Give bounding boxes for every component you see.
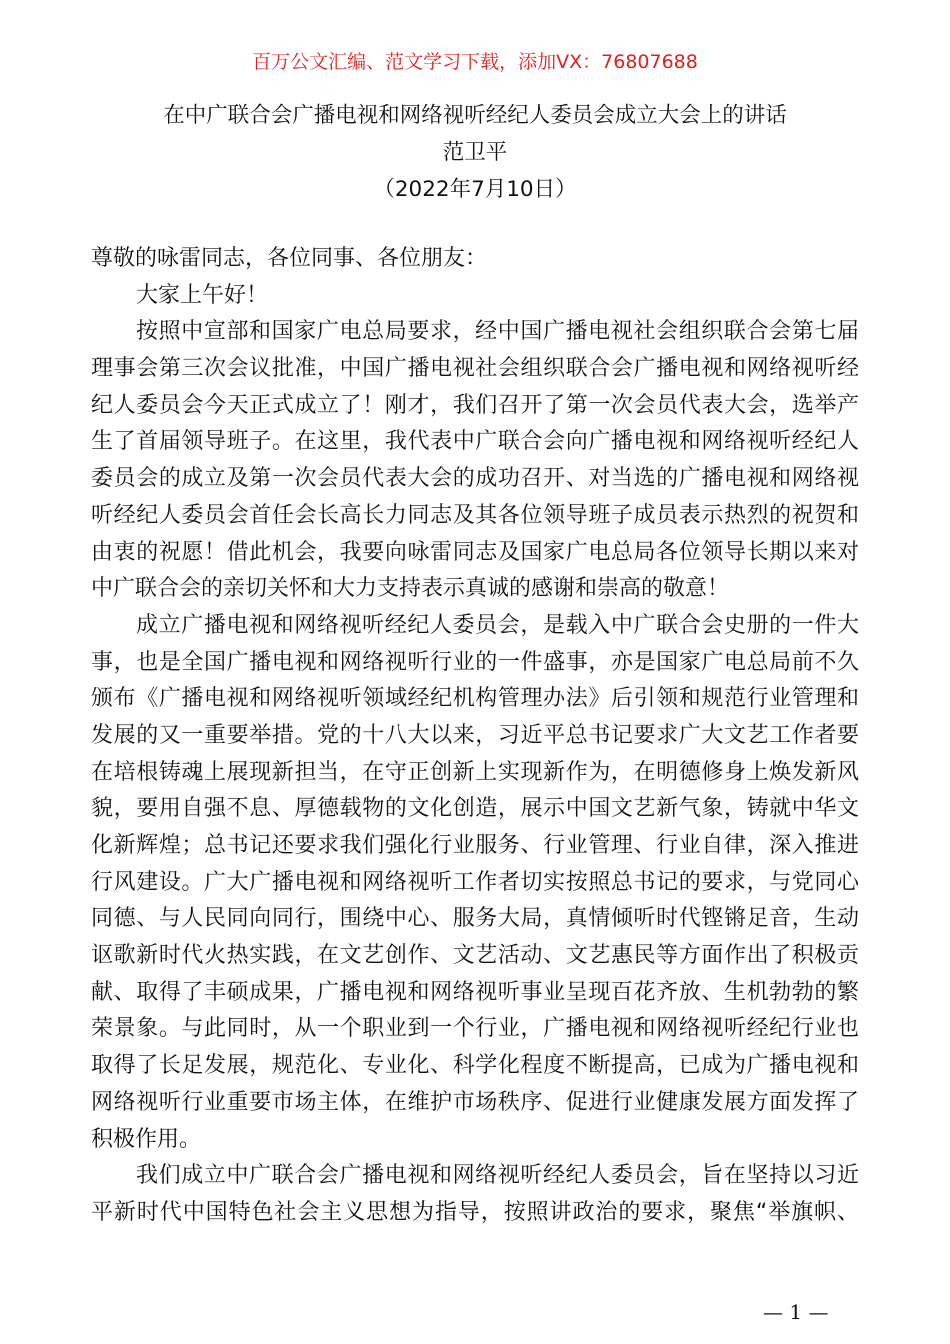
text-line: 理事会第三次会议批准，中国广播电视社会组织联合会广播电视和网络视听经 bbox=[91, 356, 859, 382]
document-author: 范卫平 bbox=[442, 140, 508, 165]
paragraph bbox=[91, 241, 859, 278]
document-body bbox=[91, 241, 859, 1232]
paragraph bbox=[91, 1158, 859, 1231]
text-line: 化新辉煌；总书记还要求我们强化行业服务、行业管理、行业自律，深入推进 bbox=[91, 833, 859, 858]
text-line: 委员会的成立及第一次会员代表大会的成功召开、对当选的广播电视和网络视 bbox=[91, 466, 859, 492]
text-line: 大家上午好！ bbox=[136, 282, 269, 308]
text-line: 成立广播电视和网络视听经纪人委员会，是载入中广联合会史册的一件大 bbox=[136, 612, 859, 638]
text-line: 荣景象。与此同时，从一个职业到一个行业，广播电视和网络视听经纪行业也 bbox=[91, 1016, 859, 1042]
text-line: 事，也是全国广播电视和网络视听行业的一件盛事，亦是国家广电总局前不久 bbox=[91, 649, 859, 675]
text-line: 颁布《广播电视和网络视听领域经纪机构管理办法》后引领和规范行业管理和 bbox=[91, 686, 859, 712]
paragraph bbox=[91, 314, 859, 608]
document-title: 在中广联合会广播电视和网络视听经纪人委员会成立大会上的讲话 bbox=[163, 103, 787, 128]
text-line: 发展的又一重要举措。党的十八大以来，习近平总书记要求广大文艺工作者要 bbox=[91, 722, 859, 748]
paragraph bbox=[91, 278, 859, 315]
paragraph bbox=[91, 608, 859, 1158]
text-line: 同德、与人民同向同行，围绕中心、服务大局，真情倾听时代铿锵足音，生动 bbox=[91, 906, 859, 932]
text-line: 讴歌新时代火热实践，在文艺创作、文艺活动、文艺惠民等方面作出了积极贡 bbox=[91, 943, 859, 969]
text-line: 貌，要用自强不息、厚德载物的文化创造，展示中国文艺新气象，铸就中华文 bbox=[91, 796, 859, 822]
text-line: 纪人委员会今天正式成立了！刚才，我们召开了第一次会员代表大会，选举产 bbox=[91, 392, 859, 418]
text-line: 在培根铸魂上展现新担当，在守正创新上实现新作为，在明德修身上焕发新风 bbox=[91, 759, 859, 785]
text-line: 平新时代中国特色社会主义思想为指导，按照讲政治的要求，聚焦“举旗帜、 bbox=[91, 1199, 859, 1225]
text-line: 取得了长足发展，规范化、专业化、科学化程度不断提高，已成为广播电视和 bbox=[91, 1053, 859, 1079]
text-line: 生了首届领导班子。在这里，我代表中广联合会向广播电视和网络视听经纪人 bbox=[91, 429, 859, 455]
text-line: 由衷的祝愿！借此机会，我要向咏雷同志及国家广电总局各位领导长期以来对 bbox=[91, 539, 859, 565]
text-line: 我们成立中广联合会广播电视和网络视听经纪人委员会，旨在坚持以习近 bbox=[136, 1163, 859, 1189]
text-line: 按照中宣部和国家广电总局要求，经中国广播电视社会组织联合会第七届 bbox=[136, 319, 859, 345]
text-line: 献、取得了丰硕成果，广播电视和网络视听事业呈现百花齐放、生机勃勃的繁 bbox=[91, 979, 859, 1005]
text-line: 尊敬的咏雷同志，各位同事、各位朋友： bbox=[91, 246, 488, 271]
text-line: 网络视听行业重要市场主体，在维护市场秩序、促进行业健康发展方面发挥了 bbox=[91, 1089, 859, 1115]
text-line: 中广联合会的亲切关怀和大力支持表示真诚的感谢和崇高的敬意！ bbox=[91, 576, 730, 602]
watermark-banner: 百万公文汇编、范文学习下载，添加VX：76807688 bbox=[252, 51, 698, 73]
document-date: （2022年7月10日） bbox=[373, 177, 577, 202]
text-line: 积极作用。 bbox=[91, 1126, 202, 1152]
text-line: 行风建设。广大广播电视和网络视听工作者切实按照总书记的要求，与党同心 bbox=[91, 869, 859, 895]
text-line: 听经纪人委员会首任会长高长力同志及其各位领导班子成员表示热烈的祝贺和 bbox=[91, 502, 859, 528]
page-number: — 1 — bbox=[763, 1300, 829, 1324]
